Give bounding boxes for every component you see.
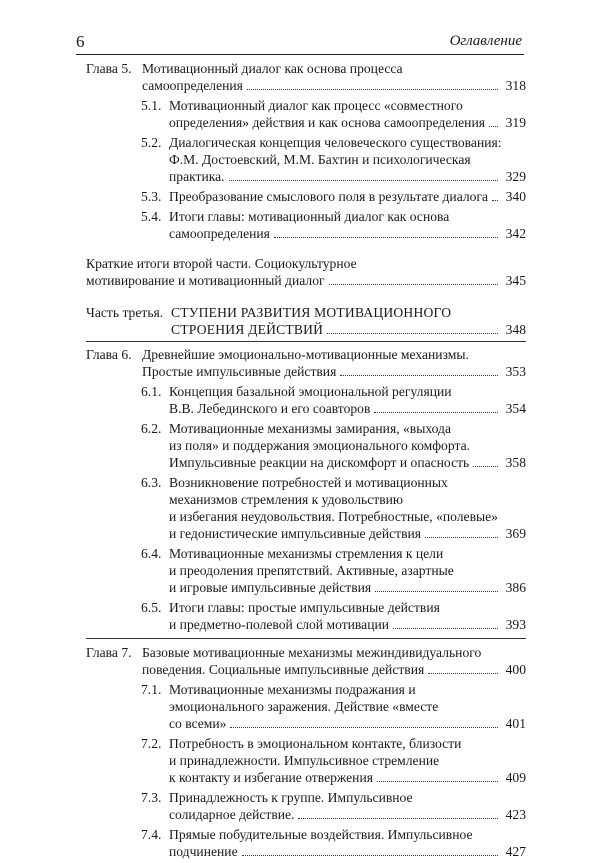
entry-page: 393 <box>505 617 526 632</box>
page-header <box>76 32 522 52</box>
header-rule <box>76 54 524 55</box>
toc-entry-section-5-3[interactable] <box>86 188 526 205</box>
entry-line: Импульсивные реакции на дискомфорт и опасность <box>169 455 470 470</box>
toc-entry-section-7-2[interactable] <box>86 735 526 786</box>
entry-line: Краткие итоги второй части. Социокультурное <box>86 256 357 271</box>
toc-entry-chapter-5[interactable] <box>86 60 526 94</box>
toc-entry-section-7-4[interactable] <box>86 826 526 860</box>
entry-line: СТРОЕНИЯ ДЕЙСТВИЙ <box>171 322 324 337</box>
entry-line: Итоги главы: простые импульсивные действия <box>169 600 440 615</box>
entry-page: 358 <box>505 455 526 470</box>
entry-label: Часть третья. <box>86 305 164 320</box>
toc-entry-section-5-2[interactable] <box>86 134 526 185</box>
entry-page: 369 <box>505 526 526 541</box>
entry-label: 6.4. <box>141 546 162 561</box>
entry-line: Прямые побудительные воздействия. Импульсивное <box>169 827 473 842</box>
entry-line: со всеми» <box>169 716 227 731</box>
entry-page: 348 <box>505 322 526 337</box>
entry-label: 7.3. <box>141 790 162 805</box>
entry-line: и избегания неудовольствия. Потребностные, «полевые» <box>169 509 498 524</box>
entry-label: 6.1. <box>141 384 162 399</box>
entry-label: 6.2. <box>141 421 162 436</box>
entry-page: 353 <box>505 364 526 379</box>
toc-entry-section-5-1[interactable] <box>86 97 526 131</box>
entry-line: Потребность в эмоциональном контакте, близости <box>169 736 462 751</box>
entry-line: Концепция базальной эмоциональной регуляции <box>169 384 452 399</box>
entry-page: 400 <box>505 662 526 677</box>
entry-line: практика. <box>169 169 225 184</box>
entry-label: 7.2. <box>141 736 162 751</box>
entry-page: 340 <box>505 189 526 204</box>
entry-line: и принадлежности. Импульсивное стремление <box>169 753 440 768</box>
entry-line: Возникновение потребностей и мотивационных <box>169 475 448 490</box>
entry-page: 427 <box>505 844 526 859</box>
toc-entry-part-3[interactable] <box>86 304 526 338</box>
entry-label: 5.4. <box>141 209 162 224</box>
entry-line: Базовые мотивационные механизмы межиндивидуального <box>142 645 482 660</box>
toc-entry-section-6-1[interactable] <box>86 383 526 417</box>
entry-label: 5.2. <box>141 135 162 150</box>
entry-label: Глава 5. <box>86 61 132 76</box>
toc-entry-section-6-2[interactable] <box>86 420 526 471</box>
entry-line: определения» действия и как основа самоопределения <box>169 115 485 130</box>
toc-entry-section-5-4[interactable] <box>86 208 526 242</box>
entry-line: В.В. Лебединского и его соавторов <box>169 401 371 416</box>
entry-label: 6.3. <box>141 475 162 490</box>
entry-line: Мотивационные механизмы замирания, «выхода <box>169 421 451 436</box>
entry-line: Мотивационные механизмы подражания и <box>169 682 416 697</box>
entry-line: и предметно-полевой слой мотивации <box>169 617 390 632</box>
table-of-contents <box>86 60 526 863</box>
entry-page: 345 <box>505 273 526 288</box>
toc-entry-section-6-5[interactable] <box>86 599 526 633</box>
entry-line: и преодоления препятствий. Активные, азартные <box>169 563 454 578</box>
toc-entry-section-6-4[interactable] <box>86 545 526 596</box>
entry-page: 354 <box>505 401 526 416</box>
entry-line: поведения. Социальные импульсивные действия <box>142 662 425 677</box>
entry-line: и гедонистические импульсивные действия <box>169 526 422 541</box>
entry-page: 329 <box>505 169 526 184</box>
entry-line: Простые импульсивные действия <box>142 364 337 379</box>
toc-entry-section-7-1[interactable] <box>86 681 526 732</box>
entry-label: 5.3. <box>141 189 162 204</box>
entry-page: 342 <box>505 226 526 241</box>
entry-line: к контакту и избегание отвержения <box>169 770 373 785</box>
entry-page: 318 <box>505 78 526 93</box>
entry-line: Преобразование смыслового поля в результате диалога <box>169 189 489 204</box>
entry-line: Ф.М. Достоевский, М.М. Бахтин и психологическая <box>169 152 471 167</box>
entry-line: Древнейшие эмоционально-мотивационные механизмы. <box>142 347 469 362</box>
entry-line: эмоционального заражения. Действие «вместе <box>169 699 439 714</box>
entry-line: из поля» и поддержания эмоционального комфорта. <box>169 438 470 453</box>
entry-label: 7.4. <box>141 827 162 842</box>
entry-page: 409 <box>505 770 526 785</box>
entry-line: механизмов стремления к удовольствию <box>169 492 404 507</box>
entry-label: 7.1. <box>141 682 162 697</box>
toc-entry-section-7-3[interactable] <box>86 789 526 823</box>
entry-page: 386 <box>505 580 526 595</box>
entry-line: Мотивационные механизмы стремления к цели <box>169 546 444 561</box>
entry-line: СТУПЕНИ РАЗВИТИЯ МОТИВАЦИОННОГО <box>171 305 452 320</box>
entry-line: Мотивационный диалог как основа процесса <box>142 61 403 76</box>
entry-line: и игровые импульсивные действия <box>169 580 372 595</box>
entry-page: 401 <box>505 716 526 731</box>
entry-line: Итоги главы: мотивационный диалог как основа <box>169 209 450 224</box>
entry-line: Диалогическая концепция человеческого существования: <box>169 135 502 150</box>
entry-label: Глава 6. <box>86 347 132 362</box>
entry-line: подчинение <box>169 844 238 859</box>
page-number: 6 <box>76 32 85 51</box>
entry-line: самоопределения <box>142 78 243 93</box>
entry-line: Принадлежность к группе. Импульсивное <box>169 790 413 805</box>
entry-line: Мотивационный диалог как процесс «совместного <box>169 98 463 113</box>
entry-label: 5.1. <box>141 98 162 113</box>
toc-entry-chapter-6[interactable] <box>86 341 526 380</box>
entry-page: 423 <box>505 807 526 822</box>
toc-entry-section-6-3[interactable] <box>86 474 526 542</box>
toc-entry-part2-summary[interactable] <box>86 255 526 289</box>
entry-page: 319 <box>505 115 526 130</box>
entry-line: самоопределения <box>169 226 270 241</box>
entry-line: мотивирование и мотивационный диалог <box>86 273 325 288</box>
entry-line: солидарное действие. <box>169 807 295 822</box>
toc-entry-chapter-7[interactable] <box>86 638 526 678</box>
running-head: Оглавление <box>449 33 522 49</box>
entry-label: Глава 7. <box>86 645 132 660</box>
entry-label: 6.5. <box>141 600 162 615</box>
